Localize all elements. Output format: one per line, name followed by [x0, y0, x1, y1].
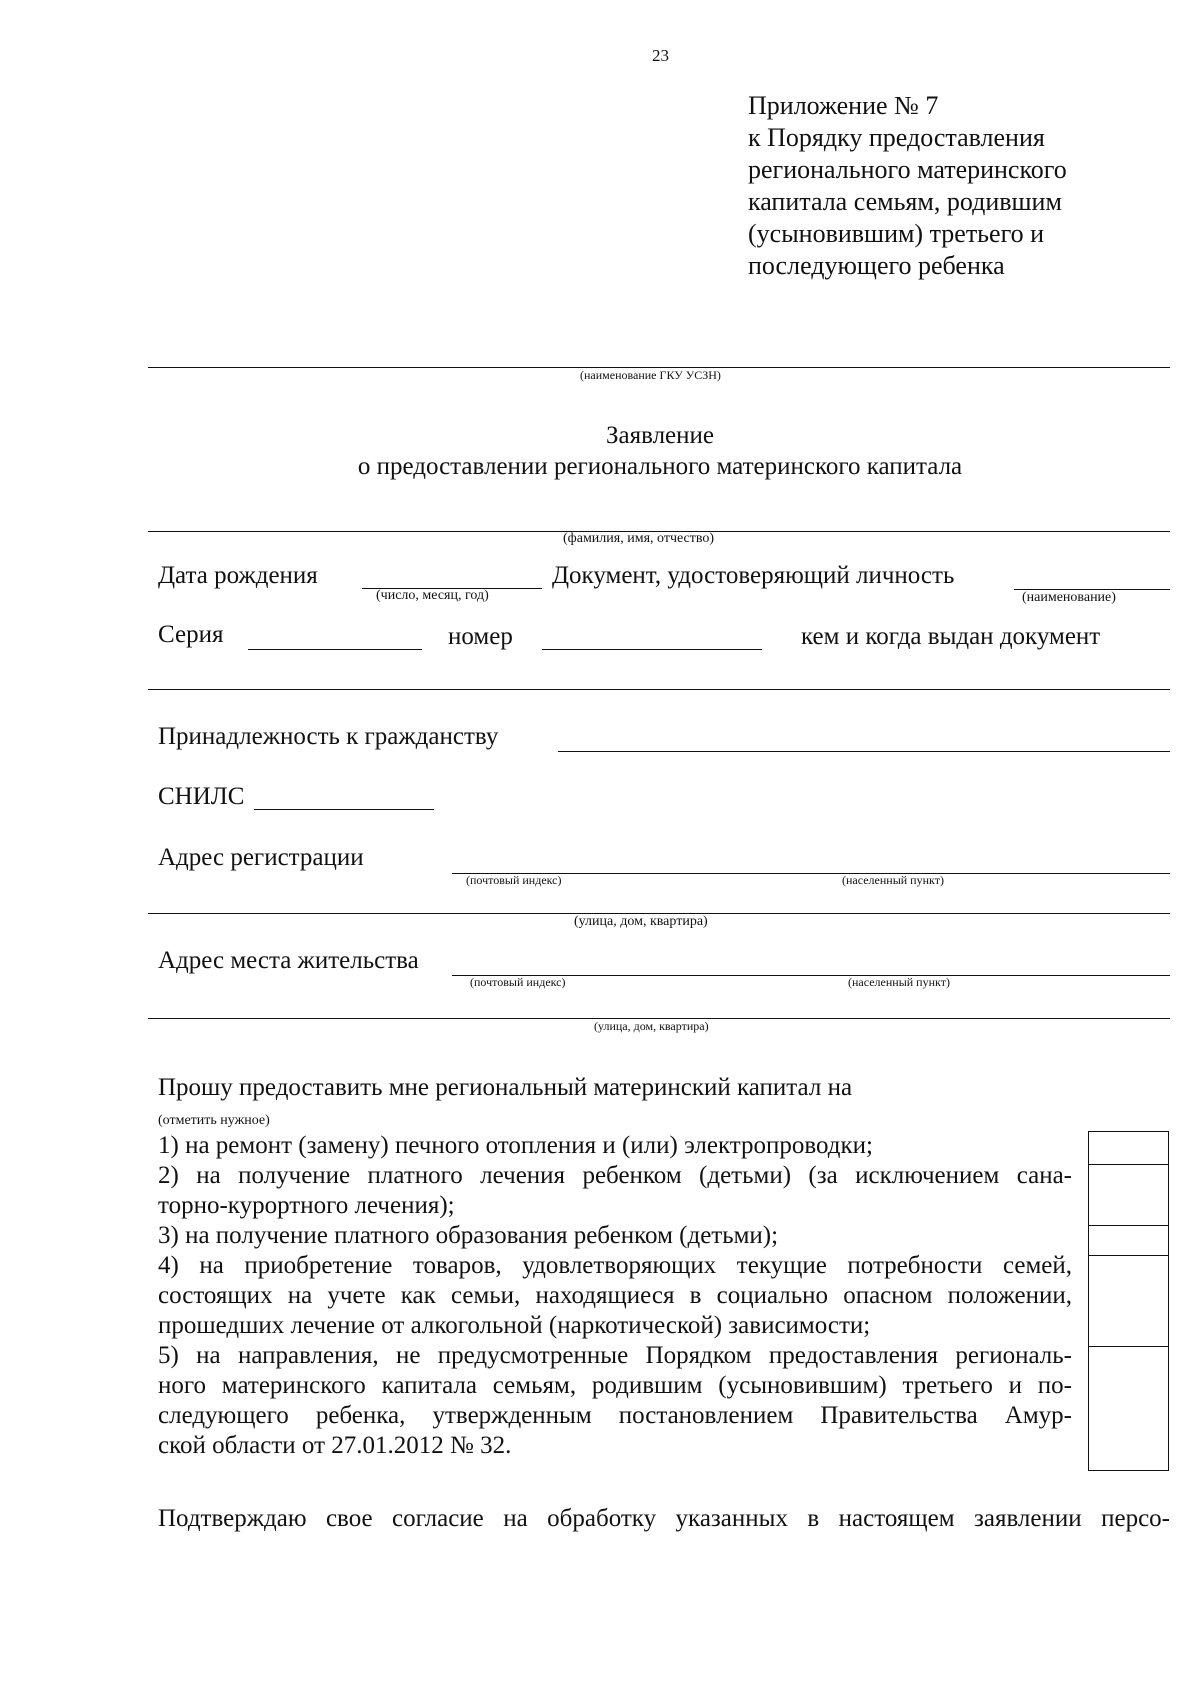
request-text: Прошу предоставить мне региональный материнский капитал на: [158, 1074, 853, 1101]
appendix-header: [748, 90, 1067, 282]
checkbox-option-5[interactable]: [1090, 1347, 1167, 1469]
checkbox-option-1[interactable]: [1090, 1133, 1167, 1163]
id-document-caption: (наименование): [1022, 590, 1116, 605]
snils-label: СНИЛС: [158, 783, 245, 810]
res-postal-caption: (почтовый индекс): [470, 975, 566, 989]
appendix-line: к Порядку предоставления: [748, 123, 1045, 152]
res-locality-caption: (населенный пункт): [848, 975, 950, 989]
reg-postal-caption: (почтовый индекс): [466, 873, 562, 887]
checkbox-option-2[interactable]: [1090, 1165, 1167, 1224]
option-4-line: 4) на приобретение товаров, удовлетворяющих текущие потребности семей,: [158, 1252, 1072, 1279]
option-5-line: ской области от 27.01.2012 № 32.: [158, 1432, 512, 1459]
number-field[interactable]: [542, 649, 762, 650]
document-subtitle: о предоставлении регионального материнского капитала: [357, 453, 963, 480]
appendix-line: последующего ребенка: [748, 251, 1005, 280]
snils-field[interactable]: [254, 809, 434, 810]
citizenship-label: Принадлежность к гражданству: [158, 723, 499, 750]
number-label: номер: [448, 623, 513, 650]
appendix-line: Приложение № 7: [748, 91, 939, 120]
appendix-line: регионального материнского: [748, 155, 1067, 184]
document-title: Заявление: [605, 422, 715, 449]
citizenship-field[interactable]: [558, 751, 1170, 752]
birth-date-label: Дата рождения: [158, 562, 318, 589]
birth-date-caption: (число, месяц, год): [376, 588, 489, 603]
issued-by-field[interactable]: [148, 689, 1170, 690]
checkbox-option-3[interactable]: [1090, 1226, 1167, 1254]
option-2-line: 2) на получение платного лечения ребенком (детьми) (за исключением сана-: [158, 1162, 1072, 1189]
fio-caption: (фамилия, имя, отчество): [563, 531, 715, 546]
consent-paragraph: [158, 1504, 1170, 1534]
option-5-line: ного материнского капитала семьям, родившим (усыновившим) третьего и по-: [158, 1372, 1072, 1399]
id-document-label: Документ, удостоверяющий личность: [552, 562, 955, 589]
series-label: Серия: [158, 621, 224, 648]
page-number: 23: [652, 46, 669, 65]
res-address-label: Адрес места жительства: [158, 947, 419, 974]
option-3-line: 3) на получение платного образования ребенком (детьми);: [158, 1222, 779, 1249]
option-4-line: прошедших лечение от алкогольной (наркотической) зависимости;: [158, 1312, 871, 1339]
appendix-line: капитала семьям, родившим: [748, 187, 1062, 216]
option-2-line: торно-курортного лечения);: [158, 1192, 455, 1219]
reg-street-caption: (улица, дом, квартира): [574, 914, 708, 929]
org-name-caption: (наименование ГКУ УСЗН): [580, 368, 721, 382]
issued-by-label: кем и когда выдан документ: [801, 623, 1101, 650]
option-1-line: 1) на ремонт (замену) печного отопления и (или) электропроводки;: [158, 1132, 873, 1159]
series-field[interactable]: [248, 649, 422, 650]
option-4-line: состоящих на учете как семьи, находящиеся в социально опасном положении,: [158, 1282, 1072, 1309]
consent-text: Подтверждаю свое согласие на обработку указанных в настоящем заявлении персо-: [158, 1505, 1170, 1532]
checkbox-option-4[interactable]: [1090, 1256, 1167, 1345]
res-street-caption: (улица, дом, квартира): [594, 1019, 709, 1033]
appendix-line: (усыновившим) третьего и: [748, 219, 1045, 248]
options-list: [158, 1131, 1072, 1461]
request-hint: (отметить нужное): [158, 1113, 270, 1128]
reg-locality-caption: (населенный пункт): [842, 873, 944, 887]
option-5-line: 5) на направления, не предусмотренные Порядком предоставления региональ-: [158, 1342, 1072, 1369]
option-5-line: следующего ребенка, утвержденным постановлением Правительства Амур-: [158, 1402, 1072, 1429]
reg-address-label: Адрес регистрации: [158, 844, 364, 871]
